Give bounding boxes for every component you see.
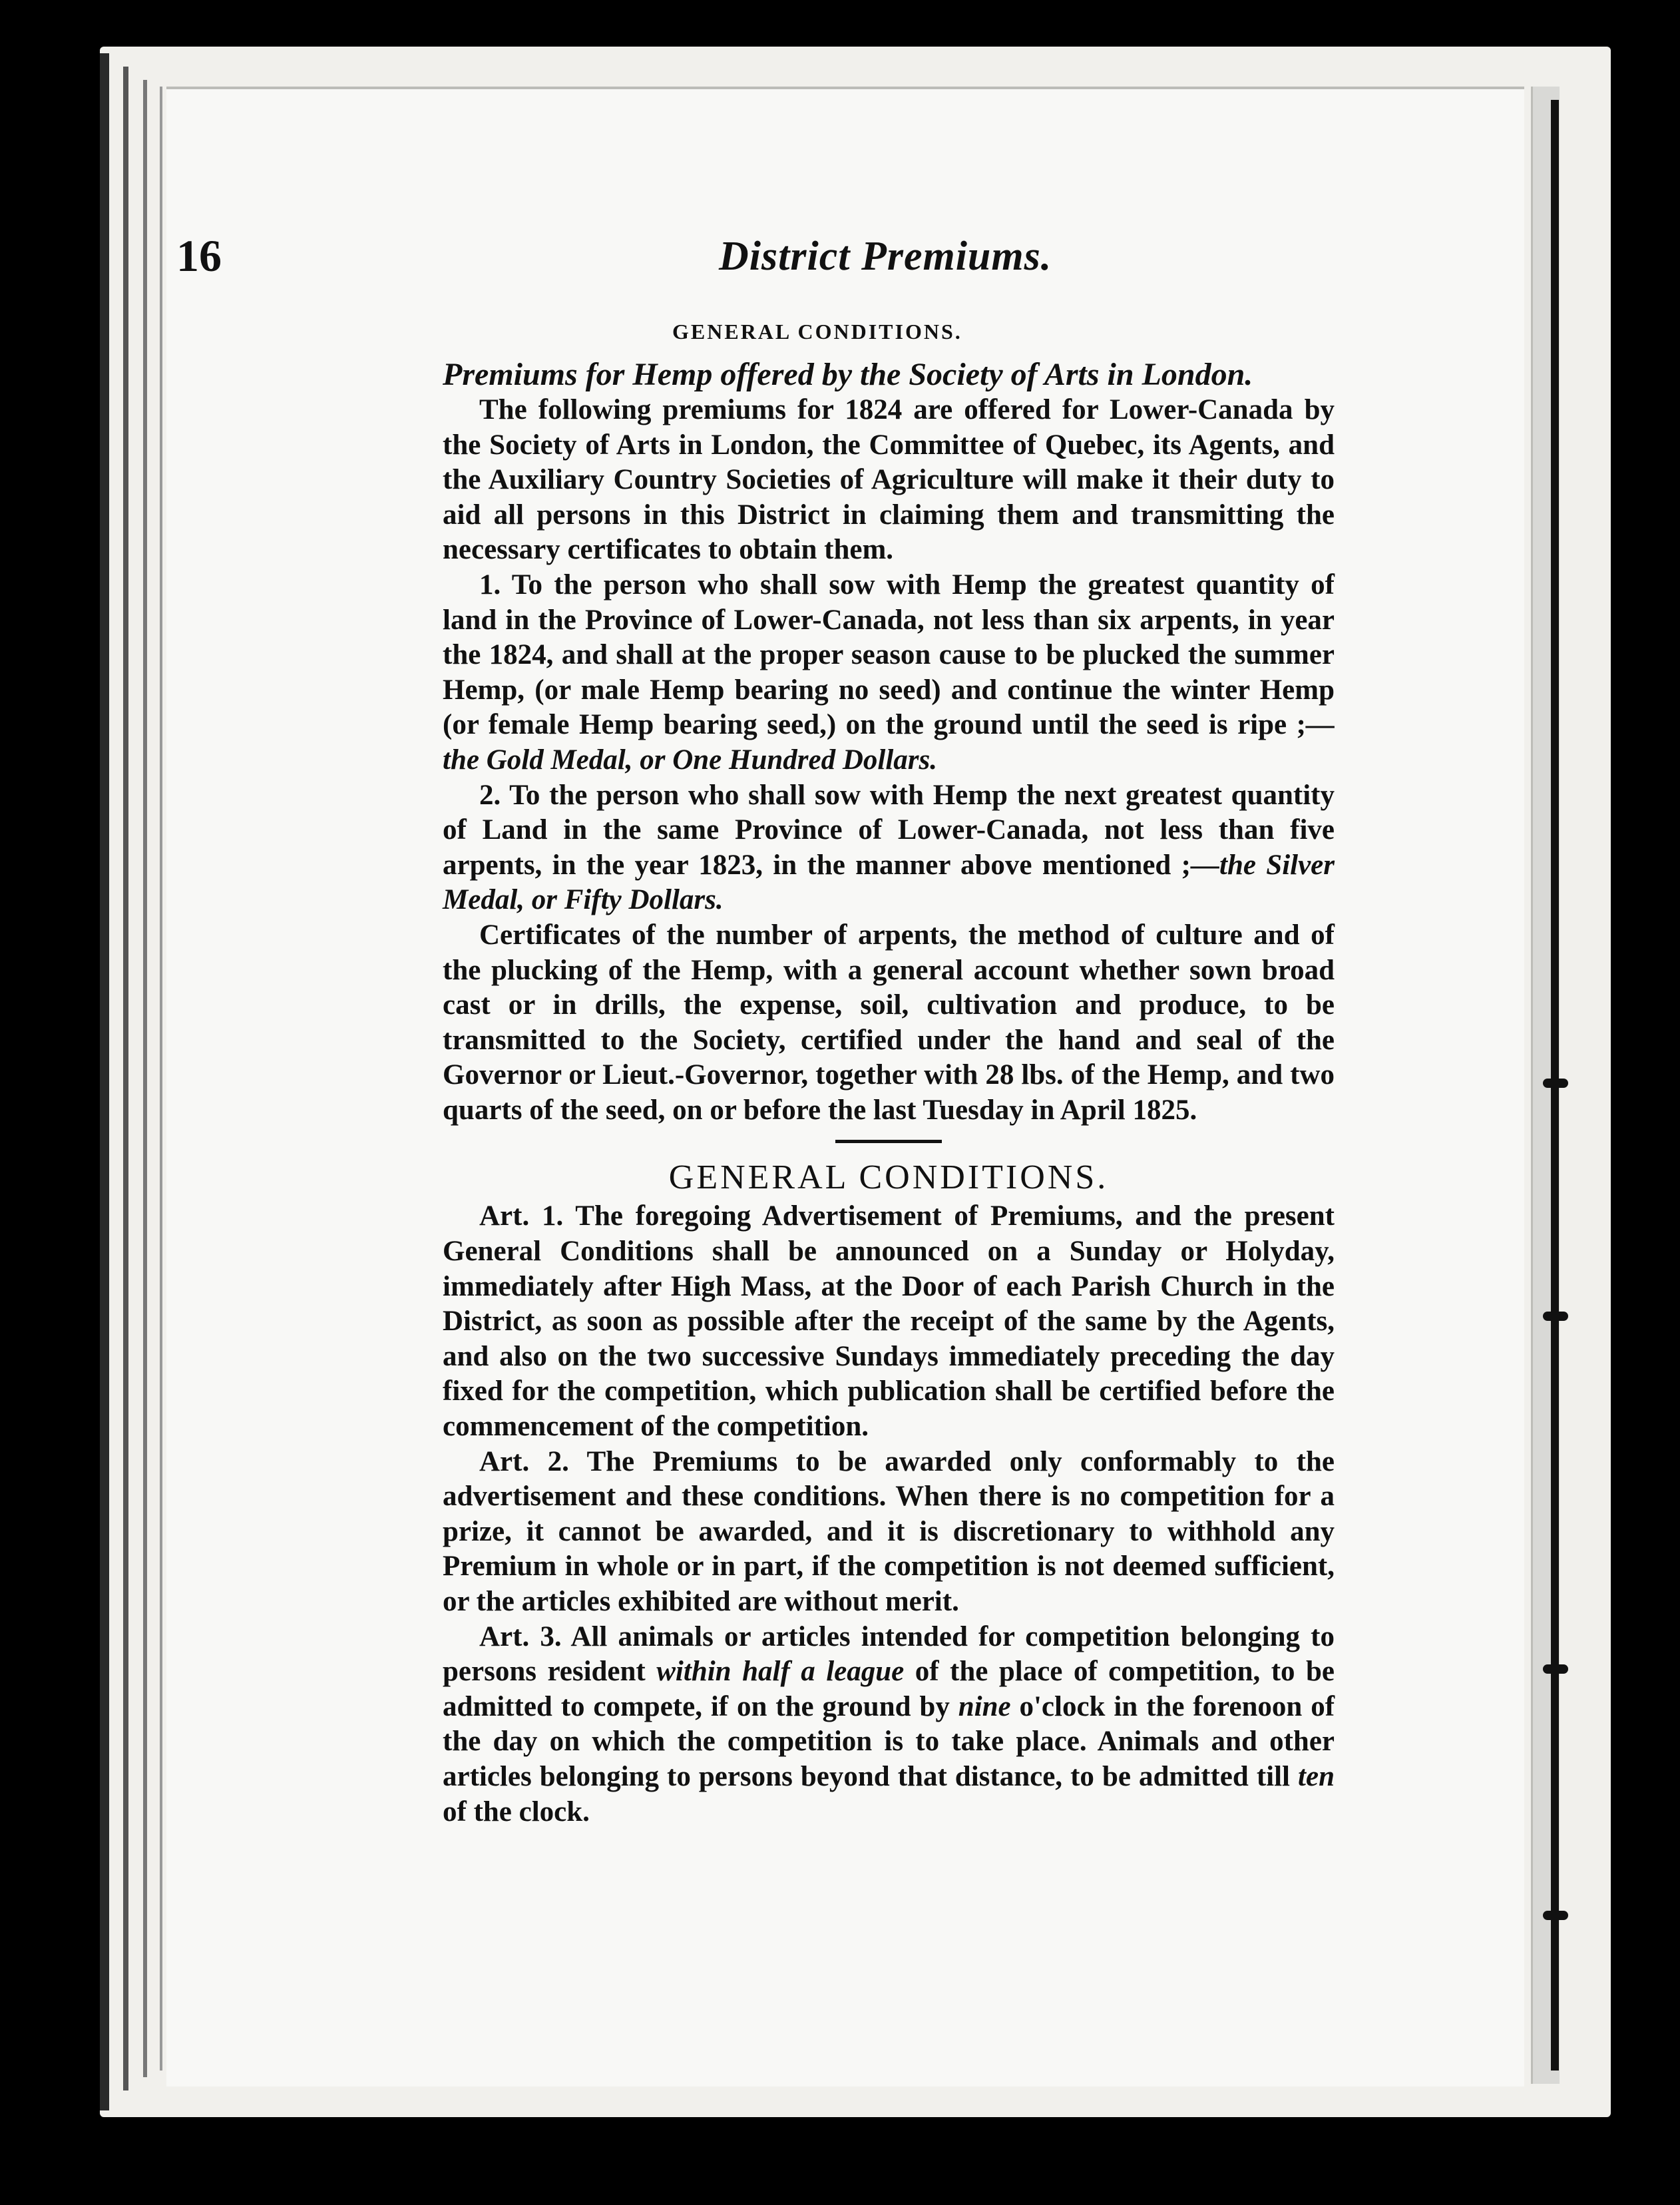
article-1 [443,1199,1335,1444]
article-3-italic-b: nine [958,1690,1011,1722]
article-3-text-c: o'clock in the forenoon of the day on which the competition is to take place. Animals and other articles belonging to persons beyond that distance, to be admitted till [443,1690,1335,1792]
article-3-label: Art. 3. [479,1620,562,1652]
article-3-text-a: All animals or articles intended for competition belonging to persons resident [443,1620,1335,1688]
binding-stitch [1543,1079,1568,1088]
article-3-italic-a: within half a league [656,1656,905,1688]
intro-paragraph: The following premiums for 1824 are offered for Lower-Canada by the Society of Arts in London, the Committee of Quebec, its Agents, and the Auxiliary Country Societies of Agriculture will make it their duty to aid all persons in this District in claiming them and transmitting the necessary certificates to obtain them. [443,394,1335,566]
article-1-text: The foregoing Advertisement of Premiums, and the present General Conditions shall be announced on a Sunday or Holyday, immediately after High Mass, at the Door of each Parish Church in the District, as soon as possible after the receipt of the same by the Agents, and also on the two successive Sundays immediately preceding the day fixed for the competition, which publication shall be certified before the commencement of the competition. [443,1200,1335,1443]
premium-item-1 [443,568,1335,778]
article-3 [443,1620,1335,1830]
page-edge [143,80,147,2077]
premium-item-2-text: 2. To the person who shall sow with Hemp the next greatest quantity of Land in the same Province of Lower-Canada, not less than five arpents, in the year 1823, in the manner above mentioned ; [443,779,1335,881]
section-subheading: Premiums for Hemp offered by the Society of Arts in London. [443,357,1253,392]
page-edge [123,67,128,2090]
article-1-label: Art. 1. [479,1200,564,1232]
article-3-text-d: of the clock. [443,1796,590,1828]
page-number: 16 [176,230,222,281]
article-3-italic-c: ten [1298,1760,1335,1792]
article-2-label: Art. 2. [479,1445,569,1477]
running-title: District Premiums. [719,234,1052,279]
page-edge [160,87,162,2071]
binding-stitch [1543,1312,1568,1321]
page-body [443,393,1335,1830]
page-edge [100,53,109,2110]
article-2 [443,1445,1335,1620]
premium-item-1-text: 1. To the person who shall sow with Hemp the greatest quantity of land in the Province of Lower-Canada, not less than six arpents, in year the 1824, and shall at the proper season cause to be plucked the summer Hemp, (or male Hemp bearing no seed) and continue the winter Hemp (or female Hemp bearing seed,) on the ground until the seed is ripe ; [443,569,1335,741]
section-divider [835,1140,942,1143]
binding-stitch [1543,1664,1568,1674]
premium-item-2-prize: —the Silver Medal, or Fifty Dollars. [443,849,1335,916]
binding-stitch [1543,1911,1568,1920]
premium-item-1-prize: —the Gold Medal, or One Hundred Dollars. [443,709,1335,776]
section-heading-small: GENERAL CONDITIONS. [672,320,962,344]
premium-item-2 [443,778,1335,918]
article-3-text-b: of the place of competition, to be admitted to compete, if on the ground by [443,1656,1335,1722]
certificates-paragraph: Certificates of the number of arpents, the method of culture and of the plucking of the Hemp, with a general account whether sown broad cast or in drills, the expense, soil, cultivation and produce, to be transmitted to the Society, certified under the hand and seal of the Governor or Lieut.-Governor, together with 28 lbs. of the Hemp, and two quarts of the seed, on or before the last Tuesday in April 1825. [443,919,1335,1126]
article-2-text: The Premiums to be awarded only conformably to the advertisement and these conditions. When there is no competition for a prize, it cannot be awarded, and it is discretionary to withhold any Premium in whole or in part, if the competition is not deemed sufficient, or the articles exhibited are without merit. [443,1445,1335,1617]
general-conditions-heading: GENERAL CONDITIONS. [668,1158,1109,1197]
